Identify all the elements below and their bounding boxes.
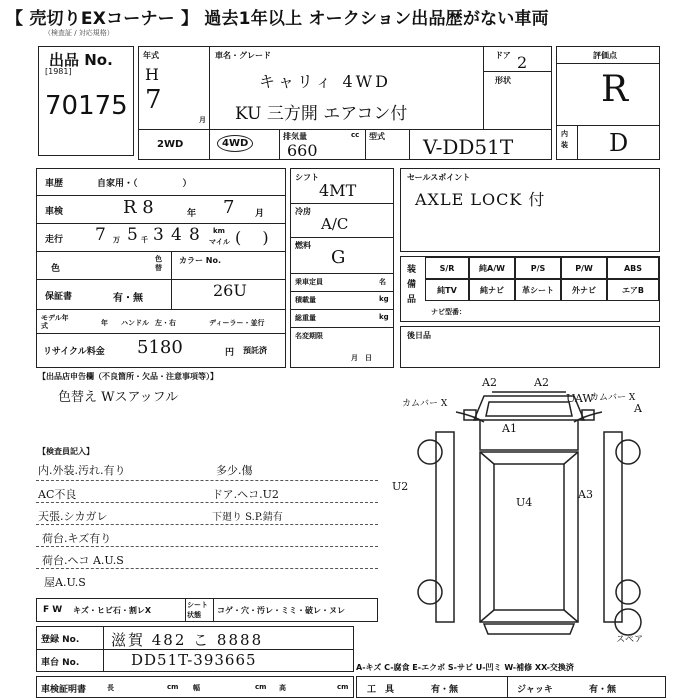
recycle-note: 預託済 xyxy=(243,346,267,355)
fw-value: キズ・ヒビ石・割レX xyxy=(73,606,152,615)
load-label: 積載量 xyxy=(295,296,316,304)
year-label: 年式 xyxy=(143,51,159,60)
mileage-km: km xyxy=(213,227,225,235)
color-no-label: カラー No. xyxy=(179,256,222,265)
interior: D xyxy=(609,129,629,157)
fuel-label: 燃料 xyxy=(295,241,311,250)
reg-label: 登録 No. xyxy=(41,635,80,645)
body-type-label: 形状 xyxy=(495,76,511,85)
spare-label: スペア xyxy=(616,635,644,642)
year-value: 7 xyxy=(145,85,162,115)
equip-ps: P/S xyxy=(515,257,561,279)
mileage-bracket: ( ) xyxy=(235,228,269,247)
sheet-label: シート状態 xyxy=(187,601,208,619)
inspector-note-3: 天張.シカガレ xyxy=(38,510,108,523)
cert-row xyxy=(36,676,354,698)
door-label: ドア xyxy=(495,51,511,60)
diag-a: A xyxy=(634,402,642,415)
diag-u4: U4 xyxy=(516,496,533,509)
auction-banner: 【 売切りEXコーナー 】 過去1年以上 オークション出品歴がない車両 xyxy=(6,9,549,29)
doors: 2 xyxy=(517,53,528,72)
diag-a2-left: A2 xyxy=(482,376,497,389)
handle-label: ハンドル xyxy=(121,319,149,327)
load-unit: kg xyxy=(379,295,389,303)
inspector-notes xyxy=(36,458,378,596)
score-box xyxy=(556,46,660,160)
mileage-digit-2: 5 xyxy=(127,225,138,245)
cut-note: （検査証 / 対応規格） xyxy=(44,29,114,37)
weight-label: 総重量 xyxy=(295,314,316,322)
drive-4wd: 4WD xyxy=(217,135,253,152)
cert-length-unit: cm xyxy=(167,683,179,691)
lot-label: 出品 No. xyxy=(49,51,113,69)
later-items-label: 後日品 xyxy=(407,331,431,340)
color-change: 色替 xyxy=(155,255,162,272)
drive-2wd: 2WD xyxy=(157,139,184,150)
model-label: 型式 xyxy=(369,132,385,141)
tools-row xyxy=(356,676,666,698)
handle-value: 左・右 xyxy=(155,319,176,327)
shift-label: シフト xyxy=(295,173,319,182)
cert-length: 長 xyxy=(107,684,114,692)
cert-width: 幅 xyxy=(193,684,200,692)
registration-box xyxy=(36,626,354,672)
inspector-label: 【検査員記入】 xyxy=(38,447,94,456)
deadline-unit: 月 日 xyxy=(351,354,372,362)
equip-abs: ABS xyxy=(607,257,659,279)
mileage-sen: 千 xyxy=(141,236,148,244)
equip-navi: 純ナビ xyxy=(469,279,515,301)
warranty-label: 保証書 xyxy=(45,292,73,302)
history-box xyxy=(36,168,286,368)
diag-u2: U2 xyxy=(392,480,409,493)
later-items-box xyxy=(400,326,660,368)
score: R xyxy=(601,69,629,110)
displacement: 660 xyxy=(287,141,318,160)
cert-width-unit: cm xyxy=(255,683,267,691)
chassis-value: DD51T-393665 xyxy=(131,651,257,669)
fuel-value: G xyxy=(331,247,346,268)
recycle-label: リサイクル料金 xyxy=(43,347,105,357)
jack-label: ジャッキ xyxy=(517,685,553,695)
tools-label: 工 具 xyxy=(367,685,395,695)
color-label: 色 xyxy=(51,264,61,274)
cert-label: 車検証明書 xyxy=(41,685,87,695)
usage-value: 自家用・（ ） xyxy=(97,179,192,189)
displacement-label: 排気量 xyxy=(283,132,307,141)
inspection-value: R 8 xyxy=(123,197,154,218)
inspector-note-7: 多少.傷 xyxy=(216,464,253,477)
vehicle-header-box xyxy=(138,46,552,160)
jack-value: 有・無 xyxy=(589,685,617,695)
month-mark: 月 xyxy=(199,116,206,124)
mileage-digit-5: 8 xyxy=(189,225,200,245)
lot-box xyxy=(38,46,134,156)
equip-leather: 革シート xyxy=(515,279,561,301)
diag-a2-right: A2 xyxy=(534,376,549,389)
usage-label: 車歴 xyxy=(45,179,64,189)
sheet-value: コゲ・穴・汚レ・ミミ・破レ・ヌレ xyxy=(217,606,345,615)
inspector-note-9: 下廻り S.P.錆有 xyxy=(212,512,283,523)
equipment-label: 装備品 xyxy=(407,265,417,305)
shift-value: 4MT xyxy=(319,181,357,200)
diag-uaw: UAW xyxy=(566,392,594,405)
sales-point-value: AXLE LOCK 付 xyxy=(415,190,546,209)
tools-value: 有・無 xyxy=(431,685,459,695)
ac-value: A/C xyxy=(321,215,349,233)
specs-box xyxy=(290,168,394,368)
mileage-label: 走行 xyxy=(45,235,64,245)
diag-a1: A1 xyxy=(502,422,517,435)
fw-label: F W xyxy=(43,605,63,615)
equip-pw: P/W xyxy=(561,257,607,279)
equip-sr: S/R xyxy=(425,257,469,279)
cert-height: 高 xyxy=(279,684,286,692)
equip-ext-navi: 外ナビ xyxy=(561,279,607,301)
capacity-label: 乗車定員 xyxy=(295,278,323,286)
equipment-box xyxy=(400,256,660,322)
inspector-note-2: AC不良 xyxy=(38,488,77,501)
inspection-nen: 年 xyxy=(187,209,197,219)
inspector-note-5: 荷台.ヘコ A.U.S xyxy=(42,554,124,567)
color-no: 26U xyxy=(213,281,247,300)
seller-notes-value: 色替え Wスアッフル xyxy=(58,390,179,405)
inspection-month: 7 xyxy=(223,197,235,218)
recycle-unit: 円 xyxy=(225,348,235,358)
cert-height-unit: cm xyxy=(337,683,349,691)
model-year-nen: 年 xyxy=(101,319,108,327)
cc-unit: cc xyxy=(351,131,360,139)
ac-label: 冷房 xyxy=(295,207,311,216)
sales-point-label: セールスポイント xyxy=(407,173,471,182)
diag-left-note: カムバー X xyxy=(402,399,448,409)
lot-small: [1981] xyxy=(45,67,72,76)
dealer-label: ディーラー・並行 xyxy=(209,319,265,327)
interior-label: 内装 xyxy=(561,130,568,149)
damage-legend: A-キズ C-腐食 E-エクボ S-サビ U-凹ミ W-補修 XX-交換済 xyxy=(356,663,574,672)
equip-aw: 純A/W xyxy=(469,257,515,279)
inspector-note-8: ドア.ヘコ.U2 xyxy=(212,488,279,501)
fw-seat-row xyxy=(36,598,378,622)
deadline-label: 名変期限 xyxy=(295,332,323,340)
capacity-unit: 名 xyxy=(379,278,386,286)
equip-airbag: エアB xyxy=(607,279,659,301)
mileage-digit-3: 3 xyxy=(153,225,164,245)
car-name: キャリィ 4WD xyxy=(259,72,391,91)
reg-value: 滋賀 482 こ 8888 xyxy=(111,631,264,649)
diag-a3: A3 xyxy=(578,488,593,501)
equip-tv: 純TV xyxy=(425,279,469,301)
name-label: 車名・グレード xyxy=(215,51,271,60)
diag-right-note: カムバー X xyxy=(590,393,636,403)
sales-point-box xyxy=(400,168,660,252)
era: H xyxy=(145,65,159,84)
damage-diagram xyxy=(384,372,674,642)
inspector-note-1: 内.外装.汚れ.有り xyxy=(38,464,126,477)
chassis-label: 車台 No. xyxy=(41,658,80,668)
inspector-note-4: 荷台.キズ有り xyxy=(42,532,112,545)
navi-model-label: ナビ型番： xyxy=(431,308,466,316)
inspector-note-6: 屋A.U.S xyxy=(44,576,86,589)
inspection-label: 車検 xyxy=(45,207,64,217)
warranty-value: 有・無 xyxy=(113,293,143,304)
weight-unit: kg xyxy=(379,313,389,321)
recycle-value: 5180 xyxy=(137,337,183,358)
mileage-digit-1: 7 xyxy=(95,225,106,245)
lot-number: 70175 xyxy=(45,91,128,121)
inspection-tsuki: 月 xyxy=(255,209,265,219)
grade: KU 三方開 エアコン付 xyxy=(235,104,408,124)
score-label: 評価点 xyxy=(593,51,617,60)
mileage-mile: マイル xyxy=(209,238,230,246)
seller-notes-label: 【出品店申告欄（不良箇所・欠品・注意事項等）】 xyxy=(38,372,218,381)
model-code: V-DD51T xyxy=(423,135,514,159)
model-year-label: モデル年式 xyxy=(41,314,69,330)
mileage-man: 万 xyxy=(113,236,120,244)
mileage-digit-4: 4 xyxy=(171,225,182,245)
